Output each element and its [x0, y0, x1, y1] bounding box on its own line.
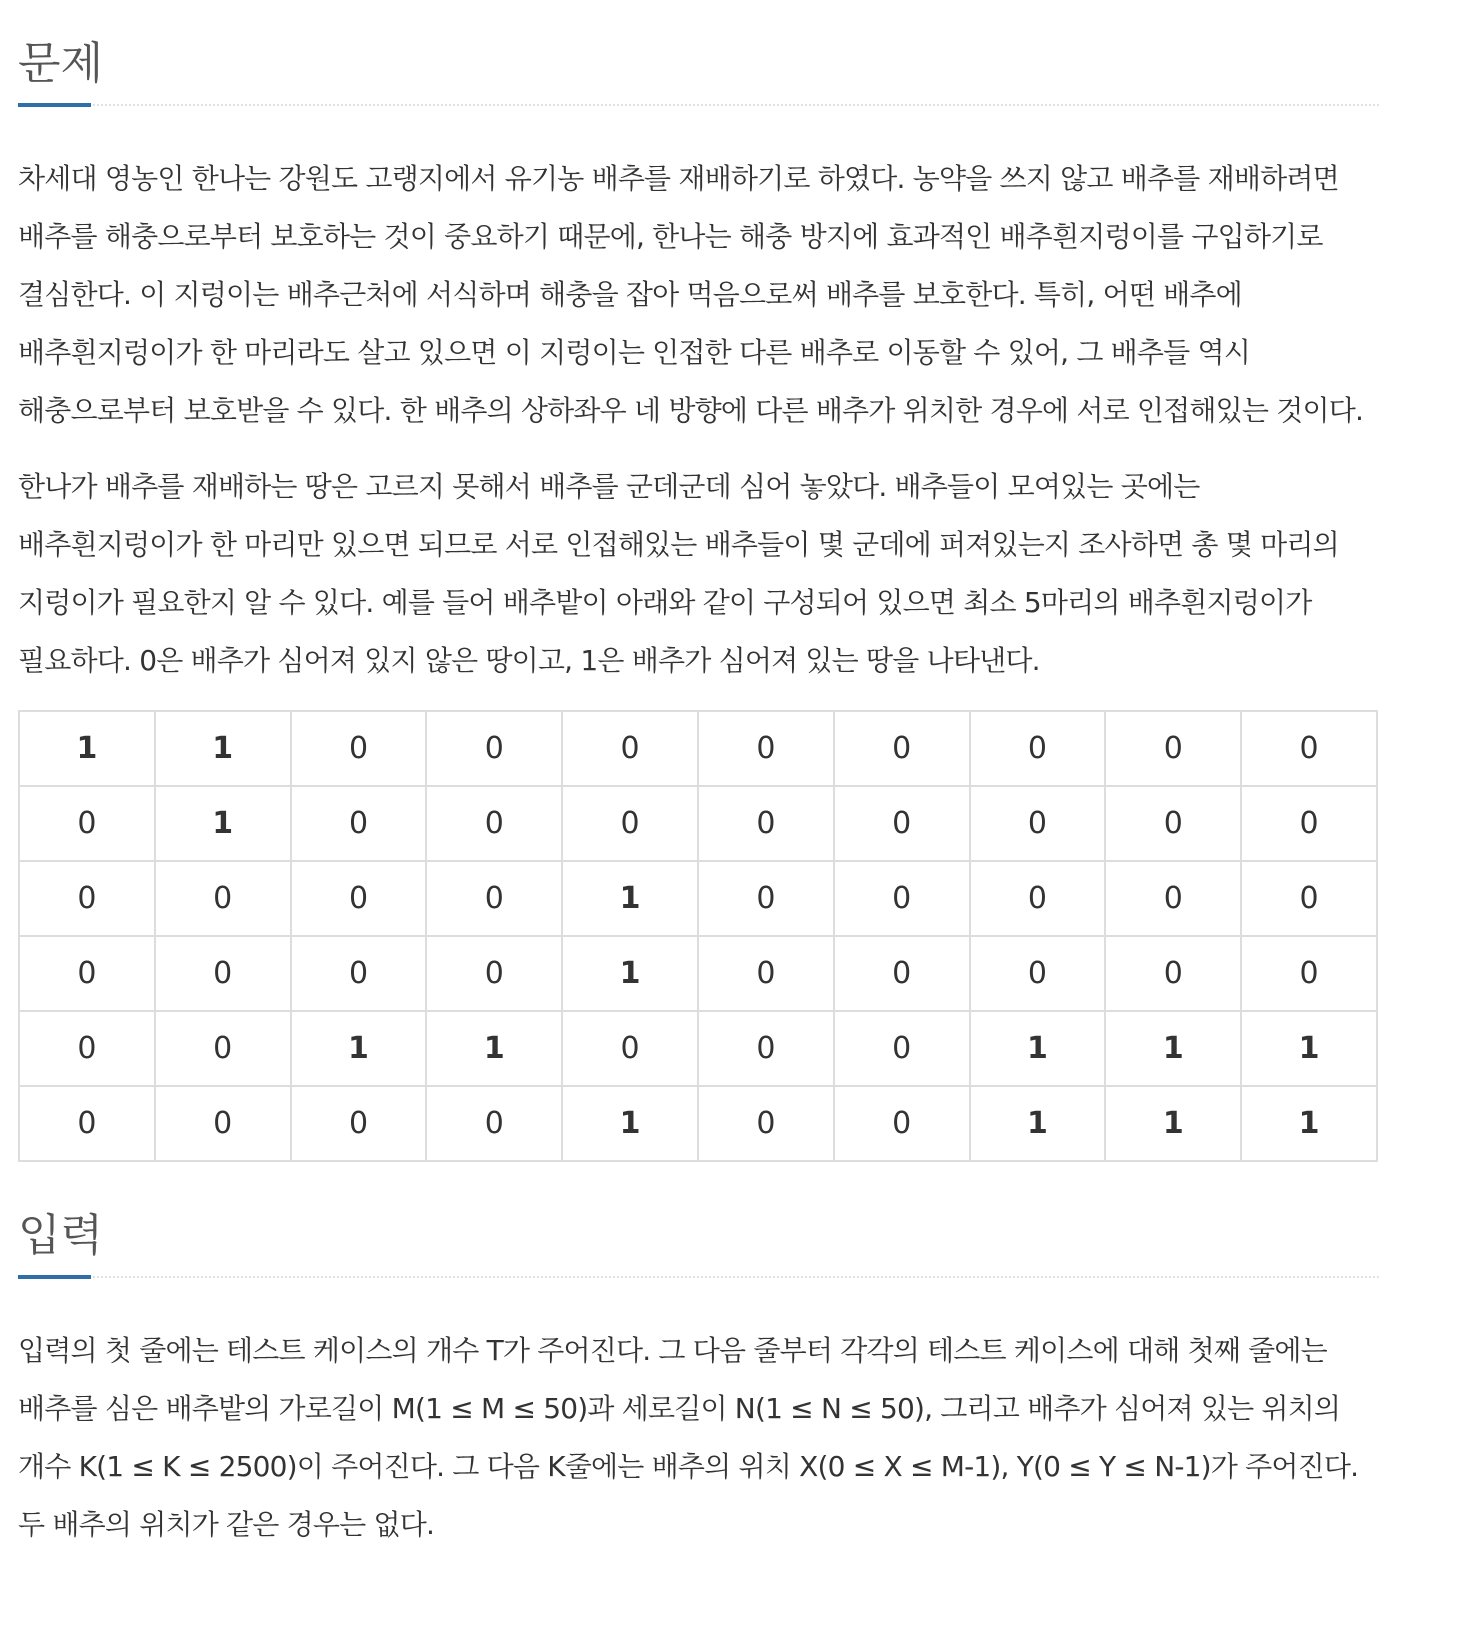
grid-cell: 0 — [834, 861, 970, 936]
problem-section-underline — [18, 103, 91, 107]
grid-cell: 1 — [1105, 1086, 1241, 1161]
grid-cell: 1 — [970, 1011, 1106, 1086]
input-paragraph-1: 입력의 첫 줄에는 테스트 케이스의 개수 T가 주어진다. 그 다음 줄부터 각각의 테스트 케이스에 대해 첫째 줄에는 배추를 심은 배추밭의 가로길이 M(1 ≤ M ≤ 50)과 세로길이 N(1 ≤ N ≤ 50), 그리고 배추가 심어져 있는 위치의 개수 K(1 ≤ K ≤ 2500)이 주어진다. 그 다음 K줄에는 배추의 위치 X(0 ≤ X ≤ M-1), Y(0 ≤ Y ≤ N-1)가 주어진다. 두 배추의 위치가 같은 경우는 없다. — [18, 1334, 1359, 1541]
grid-cell: 0 — [291, 786, 427, 861]
grid-cell: 0 — [562, 1011, 698, 1086]
grid-cell: 1 — [562, 936, 698, 1011]
grid-cell: 0 — [562, 786, 698, 861]
table-row — [19, 711, 1377, 786]
grid-cell: 0 — [291, 711, 427, 786]
grid-cell: 0 — [426, 861, 562, 936]
grid-cell: 1 — [1105, 1011, 1241, 1086]
grid-cell: 1 — [1241, 1011, 1377, 1086]
grid-cell: 1 — [19, 711, 155, 786]
table-row — [19, 1011, 1377, 1086]
grid-cell: 0 — [834, 786, 970, 861]
grid-cell: 0 — [698, 936, 834, 1011]
grid-cell: 0 — [1105, 861, 1241, 936]
grid-cell: 1 — [562, 1086, 698, 1161]
grid-cell: 1 — [1241, 1086, 1377, 1161]
grid-cell: 0 — [155, 1086, 291, 1161]
cabbage-field-body — [19, 711, 1377, 1161]
input-description — [18, 1278, 1379, 1554]
grid-cell: 0 — [698, 861, 834, 936]
grid-cell: 1 — [291, 1011, 427, 1086]
problem-section-header — [18, 0, 1379, 106]
grid-cell: 0 — [19, 861, 155, 936]
grid-cell: 0 — [426, 711, 562, 786]
grid-cell: 0 — [426, 786, 562, 861]
grid-cell: 0 — [970, 861, 1106, 936]
problem-paragraph-1: 차세대 영농인 한나는 강원도 고랭지에서 유기농 배추를 재배하기로 하였다. 농약을 쓰지 않고 배추를 재배하려면 배추를 해충으로부터 보호하는 것이 중요하기 때문에, 한나는 해충 방지에 효과적인 배추흰지렁이를 구입하기로 결심한다. 이 지렁이는 배추근처에 서식하며 해충을 잡아 먹음으로써 배추를 보호한다. 특히, 어떤 배추에 배추흰지렁이가 한 마리라도 살고 있으면 이 지렁이는 인접한 다른 배추로 이동할 수 있어, 그 배추들 역시 해충으로부터 보호받을 수 있다. 한 배추의 상하좌우 네 방향에 다른 배추가 위치한 경우에 서로 인접해있는 것이다. — [18, 162, 1364, 427]
grid-cell: 0 — [19, 936, 155, 1011]
grid-cell: 0 — [970, 786, 1106, 861]
grid-cell: 0 — [426, 1086, 562, 1161]
grid-cell: 0 — [291, 1086, 427, 1161]
table-row — [19, 1086, 1377, 1161]
grid-cell: 0 — [970, 936, 1106, 1011]
grid-cell: 0 — [19, 1086, 155, 1161]
grid-cell: 0 — [698, 1011, 834, 1086]
grid-cell: 1 — [155, 786, 291, 861]
grid-cell: 0 — [834, 936, 970, 1011]
grid-cell: 0 — [834, 1011, 970, 1086]
input-section-underline — [18, 1275, 91, 1279]
grid-cell: 0 — [1105, 711, 1241, 786]
grid-cell: 0 — [1105, 936, 1241, 1011]
grid-cell: 0 — [1241, 786, 1377, 861]
grid-cell: 0 — [698, 786, 834, 861]
grid-cell: 1 — [426, 1011, 562, 1086]
table-row — [19, 861, 1377, 936]
grid-cell: 0 — [1241, 711, 1377, 786]
table-row — [19, 786, 1377, 861]
grid-cell: 0 — [155, 936, 291, 1011]
grid-cell: 0 — [834, 1086, 970, 1161]
grid-cell: 0 — [426, 936, 562, 1011]
grid-cell: 0 — [562, 711, 698, 786]
grid-cell: 0 — [1241, 936, 1377, 1011]
problem-section-title: 문제 — [18, 38, 104, 89]
input-section-header — [18, 1192, 1379, 1278]
problem-paragraph-2: 한나가 배추를 재배하는 땅은 고르지 못해서 배추를 군데군데 심어 놓았다. 배추들이 모여있는 곳에는 배추흰지렁이가 한 마리만 있으면 되므로 서로 인접해있는 배추들이 몇 군데에 퍼져있는지 조사하면 총 몇 마리의 지렁이가 필요한지 알 수 있다. 예를 들어 배추밭이 아래와 같이 구성되어 있으면 최소 5마리의 배추흰지렁이가 필요하다. 0은 배추가 심어져 있지 않은 땅이고, 1은 배추가 심어져 있는 땅을 나타낸다. — [18, 470, 1339, 677]
grid-cell: 1 — [970, 1086, 1106, 1161]
grid-cell: 1 — [155, 711, 291, 786]
grid-cell: 0 — [19, 1011, 155, 1086]
grid-cell: 0 — [970, 711, 1106, 786]
grid-cell: 0 — [834, 711, 970, 786]
grid-cell: 0 — [155, 861, 291, 936]
grid-cell: 0 — [1105, 786, 1241, 861]
grid-cell: 0 — [19, 786, 155, 861]
grid-cell: 0 — [291, 861, 427, 936]
grid-cell: 0 — [698, 1086, 834, 1161]
input-section-title: 입력 — [18, 1210, 104, 1261]
grid-cell: 0 — [155, 1011, 291, 1086]
table-row — [19, 936, 1377, 1011]
grid-cell: 0 — [291, 936, 427, 1011]
cabbage-field-table — [18, 710, 1378, 1162]
grid-cell: 0 — [698, 711, 834, 786]
grid-cell: 0 — [1241, 861, 1377, 936]
grid-cell: 1 — [562, 861, 698, 936]
problem-description — [18, 106, 1379, 690]
